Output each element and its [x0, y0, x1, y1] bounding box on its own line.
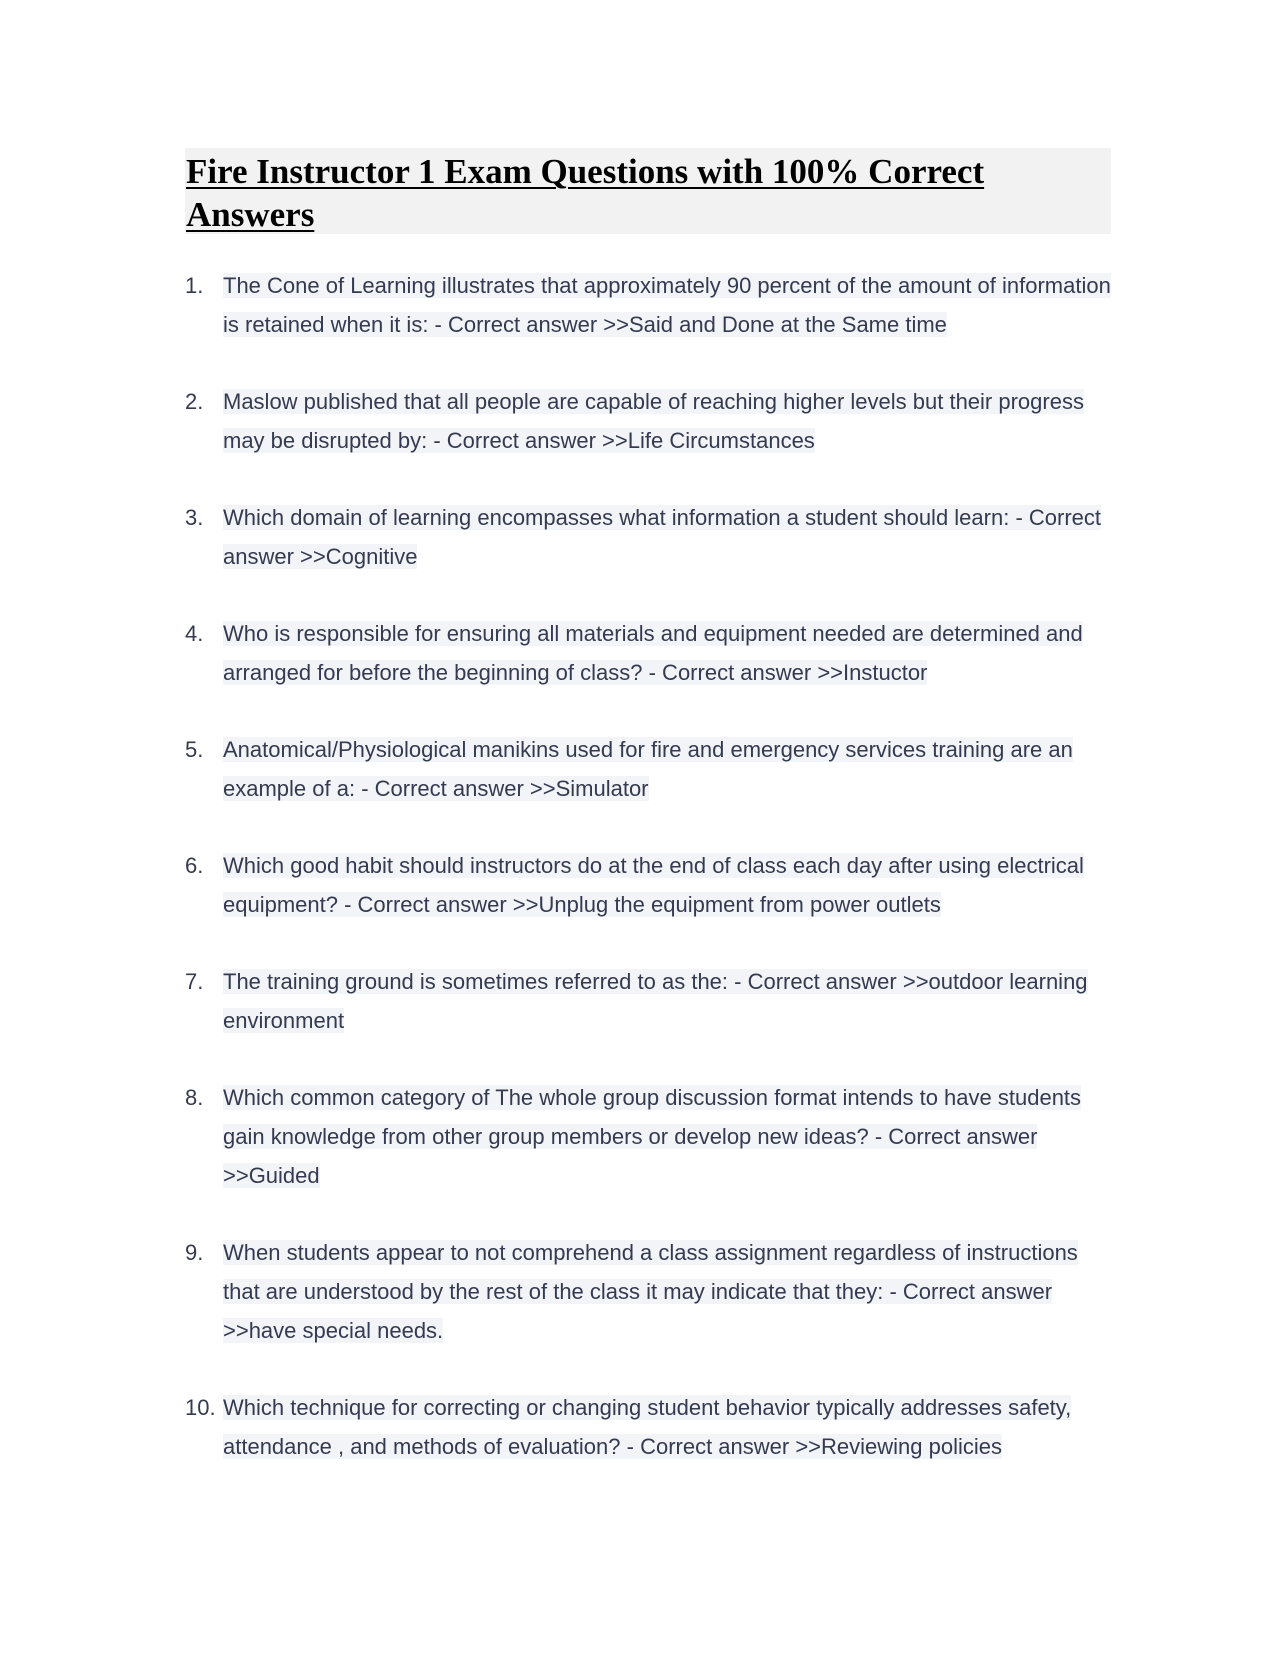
question-text: Maslow published that all people are capable of reaching higher levels but their progress may be disrupted by: - Correct answer >>Life Circumstances	[223, 389, 1084, 453]
question-item	[185, 498, 1111, 576]
question-text: When students appear to not comprehend a class assignment regardless of instructions that are understood by the rest of the class it may indicate that they: - Correct answer >>have special needs.	[223, 1240, 1078, 1343]
question-text: Which domain of learning encompasses what information a student should learn: - Correct answer >>Cognitive	[223, 505, 1102, 569]
question-number: 9.	[185, 1240, 204, 1265]
question-text: Anatomical/Physiological manikins used for fire and emergency services training are an example of a: - Correct answer >>Simulator	[223, 737, 1073, 801]
question-text: Who is responsible for ensuring all materials and equipment needed are determined and arranged for before the beginning of class? - Correct answer >>Instuctor	[223, 621, 1083, 685]
question-number: 4.	[185, 621, 204, 646]
question-number: 8.	[185, 1085, 204, 1110]
question-number: 1.	[185, 273, 204, 298]
question-item	[185, 730, 1111, 808]
question-number: 10.	[185, 1395, 216, 1420]
question-item	[185, 1233, 1111, 1350]
title-block	[185, 148, 1111, 234]
document-title: Fire Instructor 1 Exam Questions with 100% Correct Answers	[186, 152, 985, 234]
question-number: 7.	[185, 969, 204, 994]
question-text: Which technique for correcting or changing student behavior typically addresses safety, attendance , and methods of evaluation? - Correct answer >>Reviewing policies	[223, 1395, 1072, 1459]
question-text: The training ground is sometimes referred to as the: - Correct answer >>outdoor learning environment	[223, 969, 1088, 1033]
question-item	[185, 1388, 1111, 1466]
question-item	[185, 1078, 1111, 1195]
question-text: The Cone of Learning illustrates that approximately 90 percent of the amount of information is retained when it is: - Correct answer >>Said and Done at the Same time	[223, 273, 1111, 337]
question-number: 2.	[185, 389, 204, 414]
question-item	[185, 382, 1111, 460]
question-text: Which good habit should instructors do at the end of class each day after using electrical equipment? - Correct answer >>Unplug the equipment from power outlets	[223, 853, 1084, 917]
question-list	[185, 266, 1111, 1504]
question-number: 3.	[185, 505, 204, 530]
question-item	[185, 614, 1111, 692]
question-number: 5.	[185, 737, 204, 762]
question-item	[185, 266, 1111, 344]
question-number: 6.	[185, 853, 204, 878]
question-item	[185, 846, 1111, 924]
question-item	[185, 962, 1111, 1040]
question-text: Which common category of The whole group discussion format intends to have students gain knowledge from other group members or develop new ideas? - Correct answer >>Guided	[223, 1085, 1082, 1188]
